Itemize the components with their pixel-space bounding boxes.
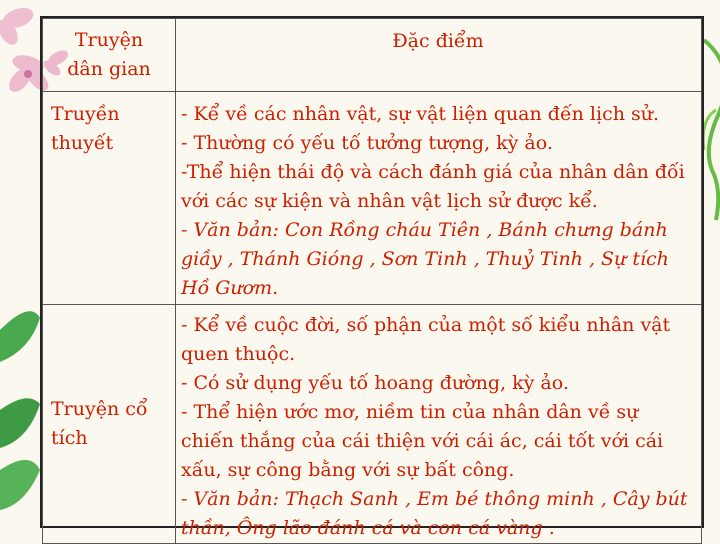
feature-point: - Thường có yếu tố tưởng tượng, kỳ ảo. <box>181 132 553 154</box>
example-texts: - Văn bản: Con Rồng cháu Tiên , Bánh chưng bánh giầy , Thánh Gióng , Sơn Tinh , Thuỷ Tinh , Sự tích Hồ Gươm. <box>181 219 669 299</box>
swirl-top-right <box>704 40 720 220</box>
feature-point: -Thể hiện thái độ và cách đánh giá của nhân dân đối với các sự kiện và nhân vật lịch sử được kể. <box>181 161 685 212</box>
flower-top-left <box>0 4 36 48</box>
leaf-left-2 <box>0 398 40 448</box>
feature-point: - Kể về các nhân vật, sự vật liện quan đến lịch sử. <box>181 103 660 125</box>
genre-cell-fairy-tale: Truyện cổ tích <box>43 305 176 544</box>
features-cell-legend <box>176 92 702 305</box>
table-row <box>43 92 702 305</box>
feature-point: - Thể hiện ước mơ, niềm tin của nhân dân về sự chiến thắng của cái thiện với cái ác, cái tốt với cái xấu, sự công bằng với sự bất công. <box>181 401 664 481</box>
table-header-row <box>43 19 702 92</box>
example-texts: - Văn bản: Thạch Sanh , Em bé thông minh , Cây bút thần, Ông lão đánh cá và con cá vàng . <box>181 488 688 539</box>
genre-cell-legend: Truyền thuyết <box>43 92 176 305</box>
features-cell-fairy-tale <box>176 305 702 544</box>
leaf-left-1 <box>0 311 40 362</box>
comparison-table <box>40 16 704 539</box>
header-cell-genre: Truyện dân gian <box>43 19 176 92</box>
table-row <box>43 305 702 544</box>
feature-point: - Có sử dụng yếu tố hoang đường, kỳ ảo. <box>181 372 569 394</box>
header-cell-features: Đặc điểm <box>176 19 702 92</box>
leaf-left-3 <box>0 460 40 510</box>
feature-point: - Kể về cuộc đời, số phận của một số kiểu nhân vật quen thuộc. <box>181 314 671 365</box>
